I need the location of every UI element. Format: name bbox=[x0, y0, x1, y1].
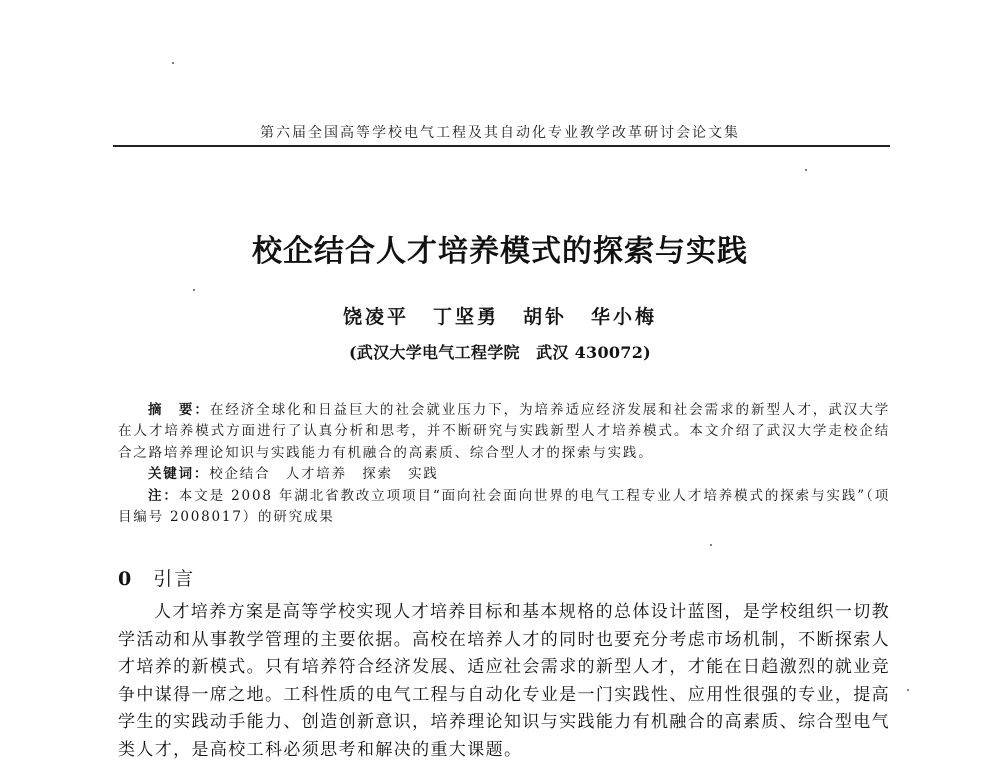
author-name: 丁坚勇 bbox=[432, 306, 499, 328]
author-name: 饶凌平 bbox=[342, 306, 409, 328]
abstract-text: 在经济全球化和日益巨大的社会就业压力下，为培养适应经济发展和社会需求的新型人才，武汉大学在人才培养模式方面进行了认真分析和思考，并不断研究与实践新型人才培养模式。本文介绍了武汉大学走校企结合之路培养理论知识与实践能力有机融合的高素质、综合型人才的探索与实践。 bbox=[118, 402, 891, 461]
keywords bbox=[118, 464, 890, 485]
author-list bbox=[0, 304, 1000, 330]
abstract bbox=[118, 400, 890, 464]
keywords-text: 校企结合 人才培养 探索 实践 bbox=[209, 466, 439, 483]
scan-speck bbox=[193, 289, 195, 291]
section-number: 0 bbox=[118, 568, 132, 590]
affiliation: (武汉大学电气工程学院 武汉 430072) bbox=[348, 343, 652, 362]
author-name: 华小梅 bbox=[591, 306, 658, 328]
scan-speck bbox=[710, 544, 712, 546]
scan-speck bbox=[907, 689, 909, 691]
body-paragraph: 人才培养方案是高等学校实现人才培养目标和基本规格的总体设计蓝图，是学校组织一切教学活动和从事教学管理的主要依据。高校在培养人才的同时也要充分考虑市场机制，不断探索人才培养的新模式。只有培养符合经济发展、适应社会需求的新型人才，才能在日趋激烈的就业竞争中谋得一席之地。工科性质的电气工程与自动化专业是一门实践性、应用性很强的专业，提高学生的实践动手能力、创造创新意识，培养理论知识与实践能力有机融合的高素质、综合型电气类人才，是高校工科必须思考和解决的重大课题。 bbox=[118, 602, 890, 760]
keywords-label: 关键词： bbox=[148, 466, 210, 483]
section-heading bbox=[118, 566, 195, 592]
note-label: 注： bbox=[148, 487, 179, 504]
running-header: 第六届全国高等学校电气工程及其自动化专业教学改革研讨会论文集 bbox=[260, 125, 740, 141]
author-name: 胡钋 bbox=[523, 306, 568, 328]
abstract-label: 摘 要： bbox=[148, 402, 210, 418]
scan-speck bbox=[172, 62, 174, 64]
abstract-block bbox=[118, 400, 890, 528]
header-rule bbox=[113, 145, 890, 147]
funding-note bbox=[118, 486, 890, 529]
note-text: 本文是 2008 年湖北省教改立项项目“面向社会面向世界的电气工程专业人才培养模式的探索与实践”（项目编号 2008017）的研究成果 bbox=[118, 487, 890, 526]
scan-speck bbox=[805, 169, 807, 171]
paper-title: 校企结合人才培养模式的探索与实践 bbox=[252, 234, 748, 269]
section-title: 引言 bbox=[153, 568, 196, 590]
